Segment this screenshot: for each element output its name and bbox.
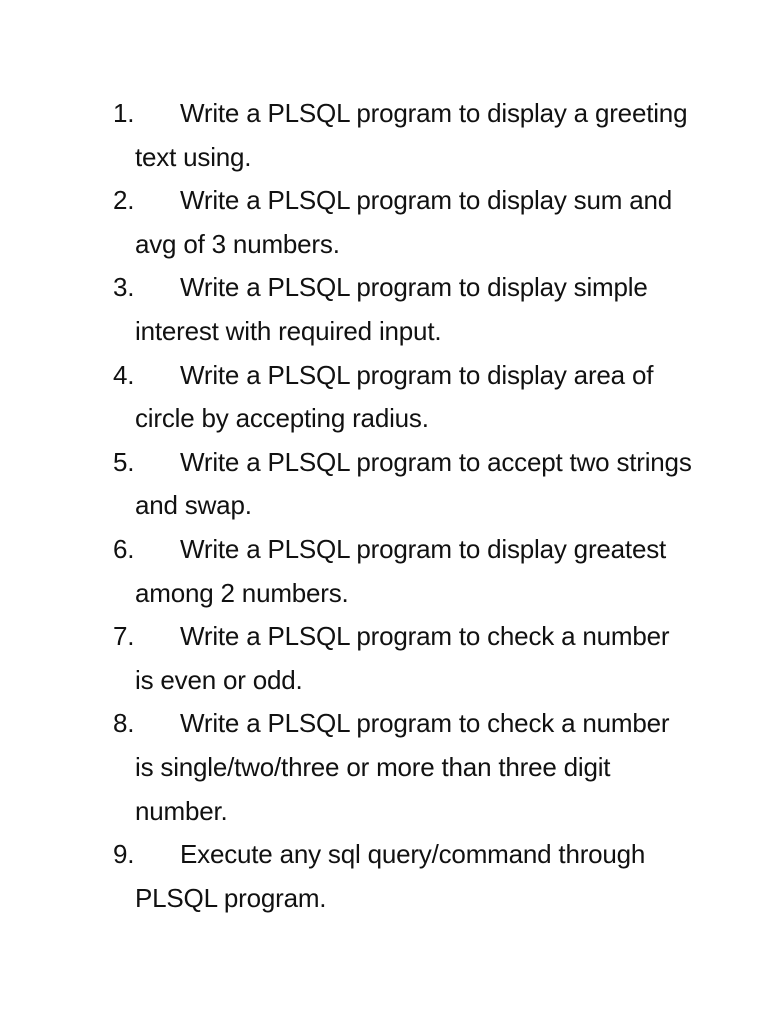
exercise-list (113, 92, 693, 920)
list-item (113, 266, 693, 353)
item-text: Write a PLSQL program to display area of circle by accepting radius. (135, 359, 654, 434)
list-item (113, 354, 693, 441)
item-number: 8. (113, 708, 135, 739)
list-item (113, 92, 693, 179)
item-text: Execute any sql query/command through PLSQL program. (135, 839, 646, 913)
item-text: Write a PLSQL program to check a number is even or odd. (135, 621, 670, 695)
item-number: 5. (113, 446, 135, 477)
list-item (113, 702, 693, 833)
item-text: Write a PLSQL program to accept two strings and swap. (135, 446, 692, 521)
item-number: 2. (113, 185, 135, 216)
item-text: Write a PLSQL program to display simple interest with required input. (135, 272, 648, 346)
list-item (113, 179, 693, 266)
item-number: 7. (113, 621, 135, 652)
item-text: Write a PLSQL program to check a number is single/two/three or more than three digit number. (135, 708, 670, 826)
item-number: 6. (113, 533, 135, 564)
item-text: Write a PLSQL program to display a greeting text using. (135, 98, 688, 172)
item-text: Write a PLSQL program to display sum and avg of 3 numbers. (135, 185, 673, 259)
item-number: 4. (113, 359, 135, 390)
list-item (113, 441, 693, 528)
list-item (113, 833, 693, 920)
item-number: 1. (113, 98, 135, 128)
item-number: 3. (113, 272, 135, 303)
item-text: Write a PLSQL program to display greatest among 2 numbers. (135, 533, 667, 608)
list-item (113, 615, 693, 702)
item-number: 9. (113, 839, 135, 870)
list-item (113, 528, 693, 615)
